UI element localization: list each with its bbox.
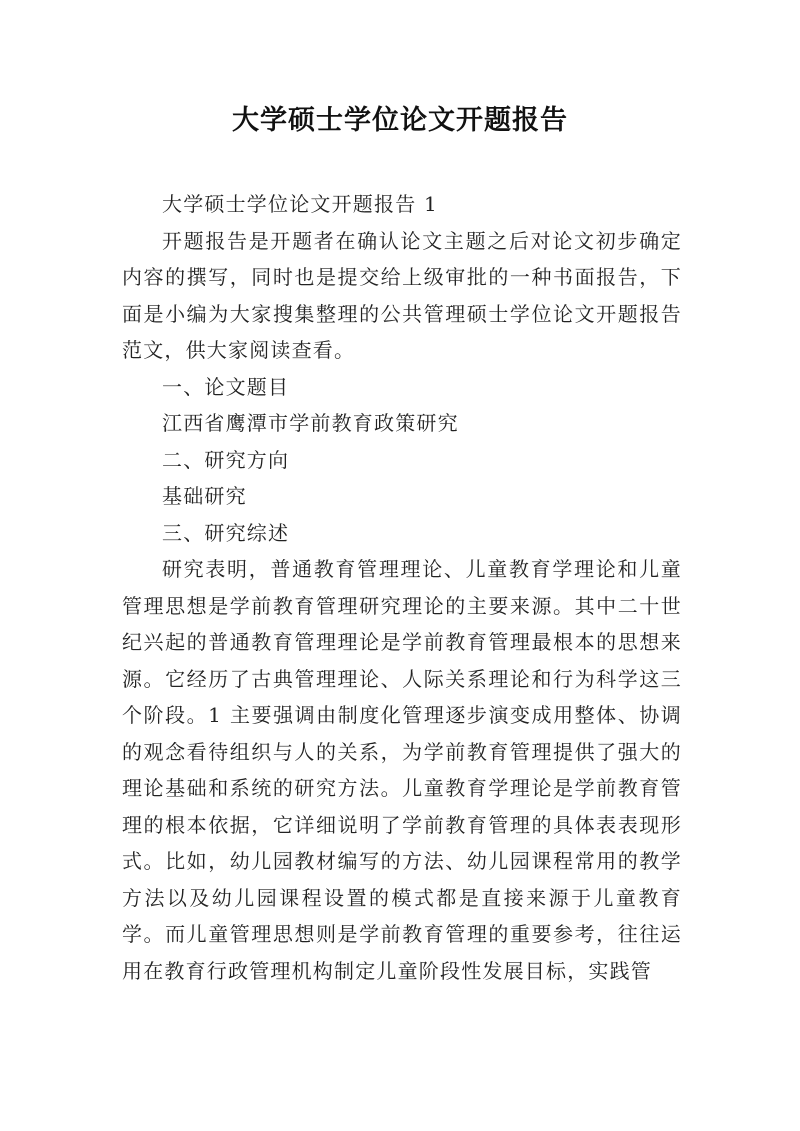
document-title: 大学硕士学位论文开题报告 xyxy=(232,105,568,136)
paragraph-doc-subtitle: 大学硕士学位论文开题报告 1 xyxy=(162,192,438,216)
paragraph-intro: 开题报告是开题者在确认论文主题之后对论文初步确定内容的撰写，同时也是提交给上级审批的一种书面报告，下面是小编为大家搜集整理的公共管理硕士学位论文开题报告范文，供大家阅读查看。 xyxy=(122,228,682,362)
paragraph-research-direction: 基础研究 xyxy=(162,484,247,508)
section-heading-research-direction: 二、研究方向 xyxy=(162,447,290,472)
paragraph-research-review: 研究表明，普通教育管理理论、儿童教育学理论和儿童管理思想是学前教育管理研究理论的主要来源。其中二十世纪兴起的普通教育管理理论是学前教育管理最根本的思想来源。它经历了古典管理理论、人际关系理论和行为科学这三个阶段。1 主要强调由制度化管理逐步演变成用整体、协调的观念看待组织与人的关系，为学前教育管理提供了强大的理论基础和系统的研究方法。儿童教育学理论是学前教育管理的根本依据，它详细说明了学前教育管理的具体表表现形式。比如，幼儿园教材编写的方法、幼儿园课程常用的教学方法以及幼儿园课程设置的模式都是直接来源于儿童教育学。而儿童管理思想则是学前教育管理的重要参考，往往运用在教育行政管理机构制定儿童阶段性发展目标，实践管 xyxy=(122,557,682,983)
document-body xyxy=(122,186,682,989)
section-heading-thesis-title: 一、论文题目 xyxy=(162,374,290,399)
paragraph-thesis-title: 江西省鹰潭市学前教育政策研究 xyxy=(162,411,459,435)
section-heading-research-review: 三、研究综述 xyxy=(162,520,290,545)
